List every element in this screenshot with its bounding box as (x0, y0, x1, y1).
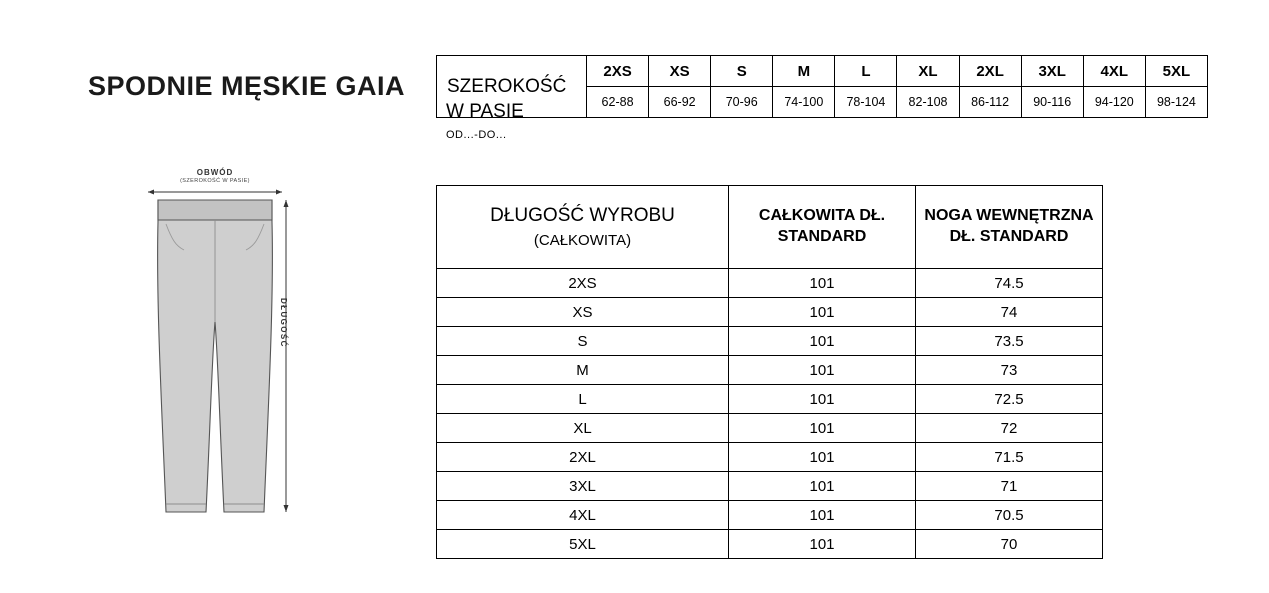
waist-value-cell: 74-100 (773, 87, 835, 118)
size-header-cell: XS (649, 56, 711, 87)
length-inseam-cell: 72 (916, 414, 1103, 443)
pants-figure (140, 168, 340, 538)
length-size-cell: 3XL (437, 472, 729, 501)
waist-value-cell: 82-108 (897, 87, 959, 118)
figure-caption-length: DŁUGOŚĆ (279, 298, 288, 348)
length-size-cell: M (437, 356, 729, 385)
size-header-cell: S (711, 56, 773, 87)
table-row (437, 530, 1103, 559)
table-row (437, 298, 1103, 327)
waist-value-cell: 90-116 (1021, 87, 1083, 118)
size-header-cell: 5XL (1145, 56, 1207, 87)
waist-label-extra (446, 100, 566, 141)
length-inseam-cell: 70.5 (916, 501, 1103, 530)
length-size-cell: 4XL (437, 501, 729, 530)
length-inseam-cell: 72.5 (916, 385, 1103, 414)
size-header-cell: L (835, 56, 897, 87)
length-inseam-cell: 74.5 (916, 269, 1103, 298)
table-row (437, 269, 1103, 298)
page-title: SPODNIE MĘSKIE GAIA (88, 71, 406, 101)
length-total-cell: 101 (729, 298, 916, 327)
waist-value-cell: 98-124 (1145, 87, 1207, 118)
length-inseam-cell: 74 (916, 298, 1103, 327)
length-total-cell: 101 (729, 414, 916, 443)
length-total-cell: 101 (729, 385, 916, 414)
table-row (437, 414, 1103, 443)
length-inseam-cell: 71.5 (916, 443, 1103, 472)
length-total-cell: 101 (729, 269, 916, 298)
table-row (437, 356, 1103, 385)
length-total-cell: 101 (729, 327, 916, 356)
waist-value-cell: 94-120 (1083, 87, 1145, 118)
length-inseam-cell: 71 (916, 472, 1103, 501)
length-total-cell: 101 (729, 501, 916, 530)
length-size-cell: XS (437, 298, 729, 327)
size-header-cell: XL (897, 56, 959, 87)
waist-value-cell: 66-92 (649, 87, 711, 118)
length-size-cell: XL (437, 414, 729, 443)
length-inseam-cell: 70 (916, 530, 1103, 559)
product-illustration-panel (0, 0, 435, 593)
pants-diagram-icon (140, 182, 290, 532)
length-size-cell: 5XL (437, 530, 729, 559)
table-row (437, 186, 1103, 269)
length-size-cell: L (437, 385, 729, 414)
size-header-cell: 2XS (587, 56, 649, 87)
table-row (437, 56, 1208, 87)
size-header-cell: 4XL (1083, 56, 1145, 87)
table-row (437, 472, 1103, 501)
length-total-cell: 101 (729, 472, 916, 501)
size-header-cell: 2XL (959, 56, 1021, 87)
length-size-cell: S (437, 327, 729, 356)
figure-caption-waist-sub: (SZEROKOŚĆ W PASIE) (180, 178, 250, 184)
waist-value-cell: 62-88 (587, 87, 649, 118)
size-header-cell: M (773, 56, 835, 87)
length-inseam-cell: 73 (916, 356, 1103, 385)
length-total-cell: 101 (729, 443, 916, 472)
length-total-cell: 101 (729, 356, 916, 385)
waist-value-cell: 86-112 (959, 87, 1021, 118)
figure-caption-waist-label: OBWÓD (196, 168, 234, 177)
length-header-col1-sub: (CAŁKOWITA) (533, 232, 632, 249)
length-size-cell: 2XS (437, 269, 729, 298)
table-row (437, 443, 1103, 472)
length-table-header-col1 (437, 186, 729, 269)
table-row (437, 327, 1103, 356)
length-header-col1-label: DŁUGOŚĆ WYROBU (490, 204, 675, 226)
waist-label-note: OD...-DO... (446, 128, 507, 141)
length-table-header-col3: NOGA WEWNĘTRZNA DŁ. STANDARD (916, 186, 1103, 269)
waist-value-cell: 70-96 (711, 87, 773, 118)
table-row (437, 501, 1103, 530)
size-header-cell: 3XL (1021, 56, 1083, 87)
table-row (437, 385, 1103, 414)
length-size-cell: 2XL (437, 443, 729, 472)
length-size-table (436, 185, 1103, 559)
waist-value-cell: 78-104 (835, 87, 897, 118)
length-table-header-col2: CAŁKOWITA DŁ. STANDARD (729, 186, 916, 269)
length-inseam-cell: 73.5 (916, 327, 1103, 356)
length-total-cell: 101 (729, 530, 916, 559)
waist-label-line1: SZEROKOŚĆ (447, 75, 567, 97)
waist-label-line2: W PASIE (446, 101, 524, 122)
